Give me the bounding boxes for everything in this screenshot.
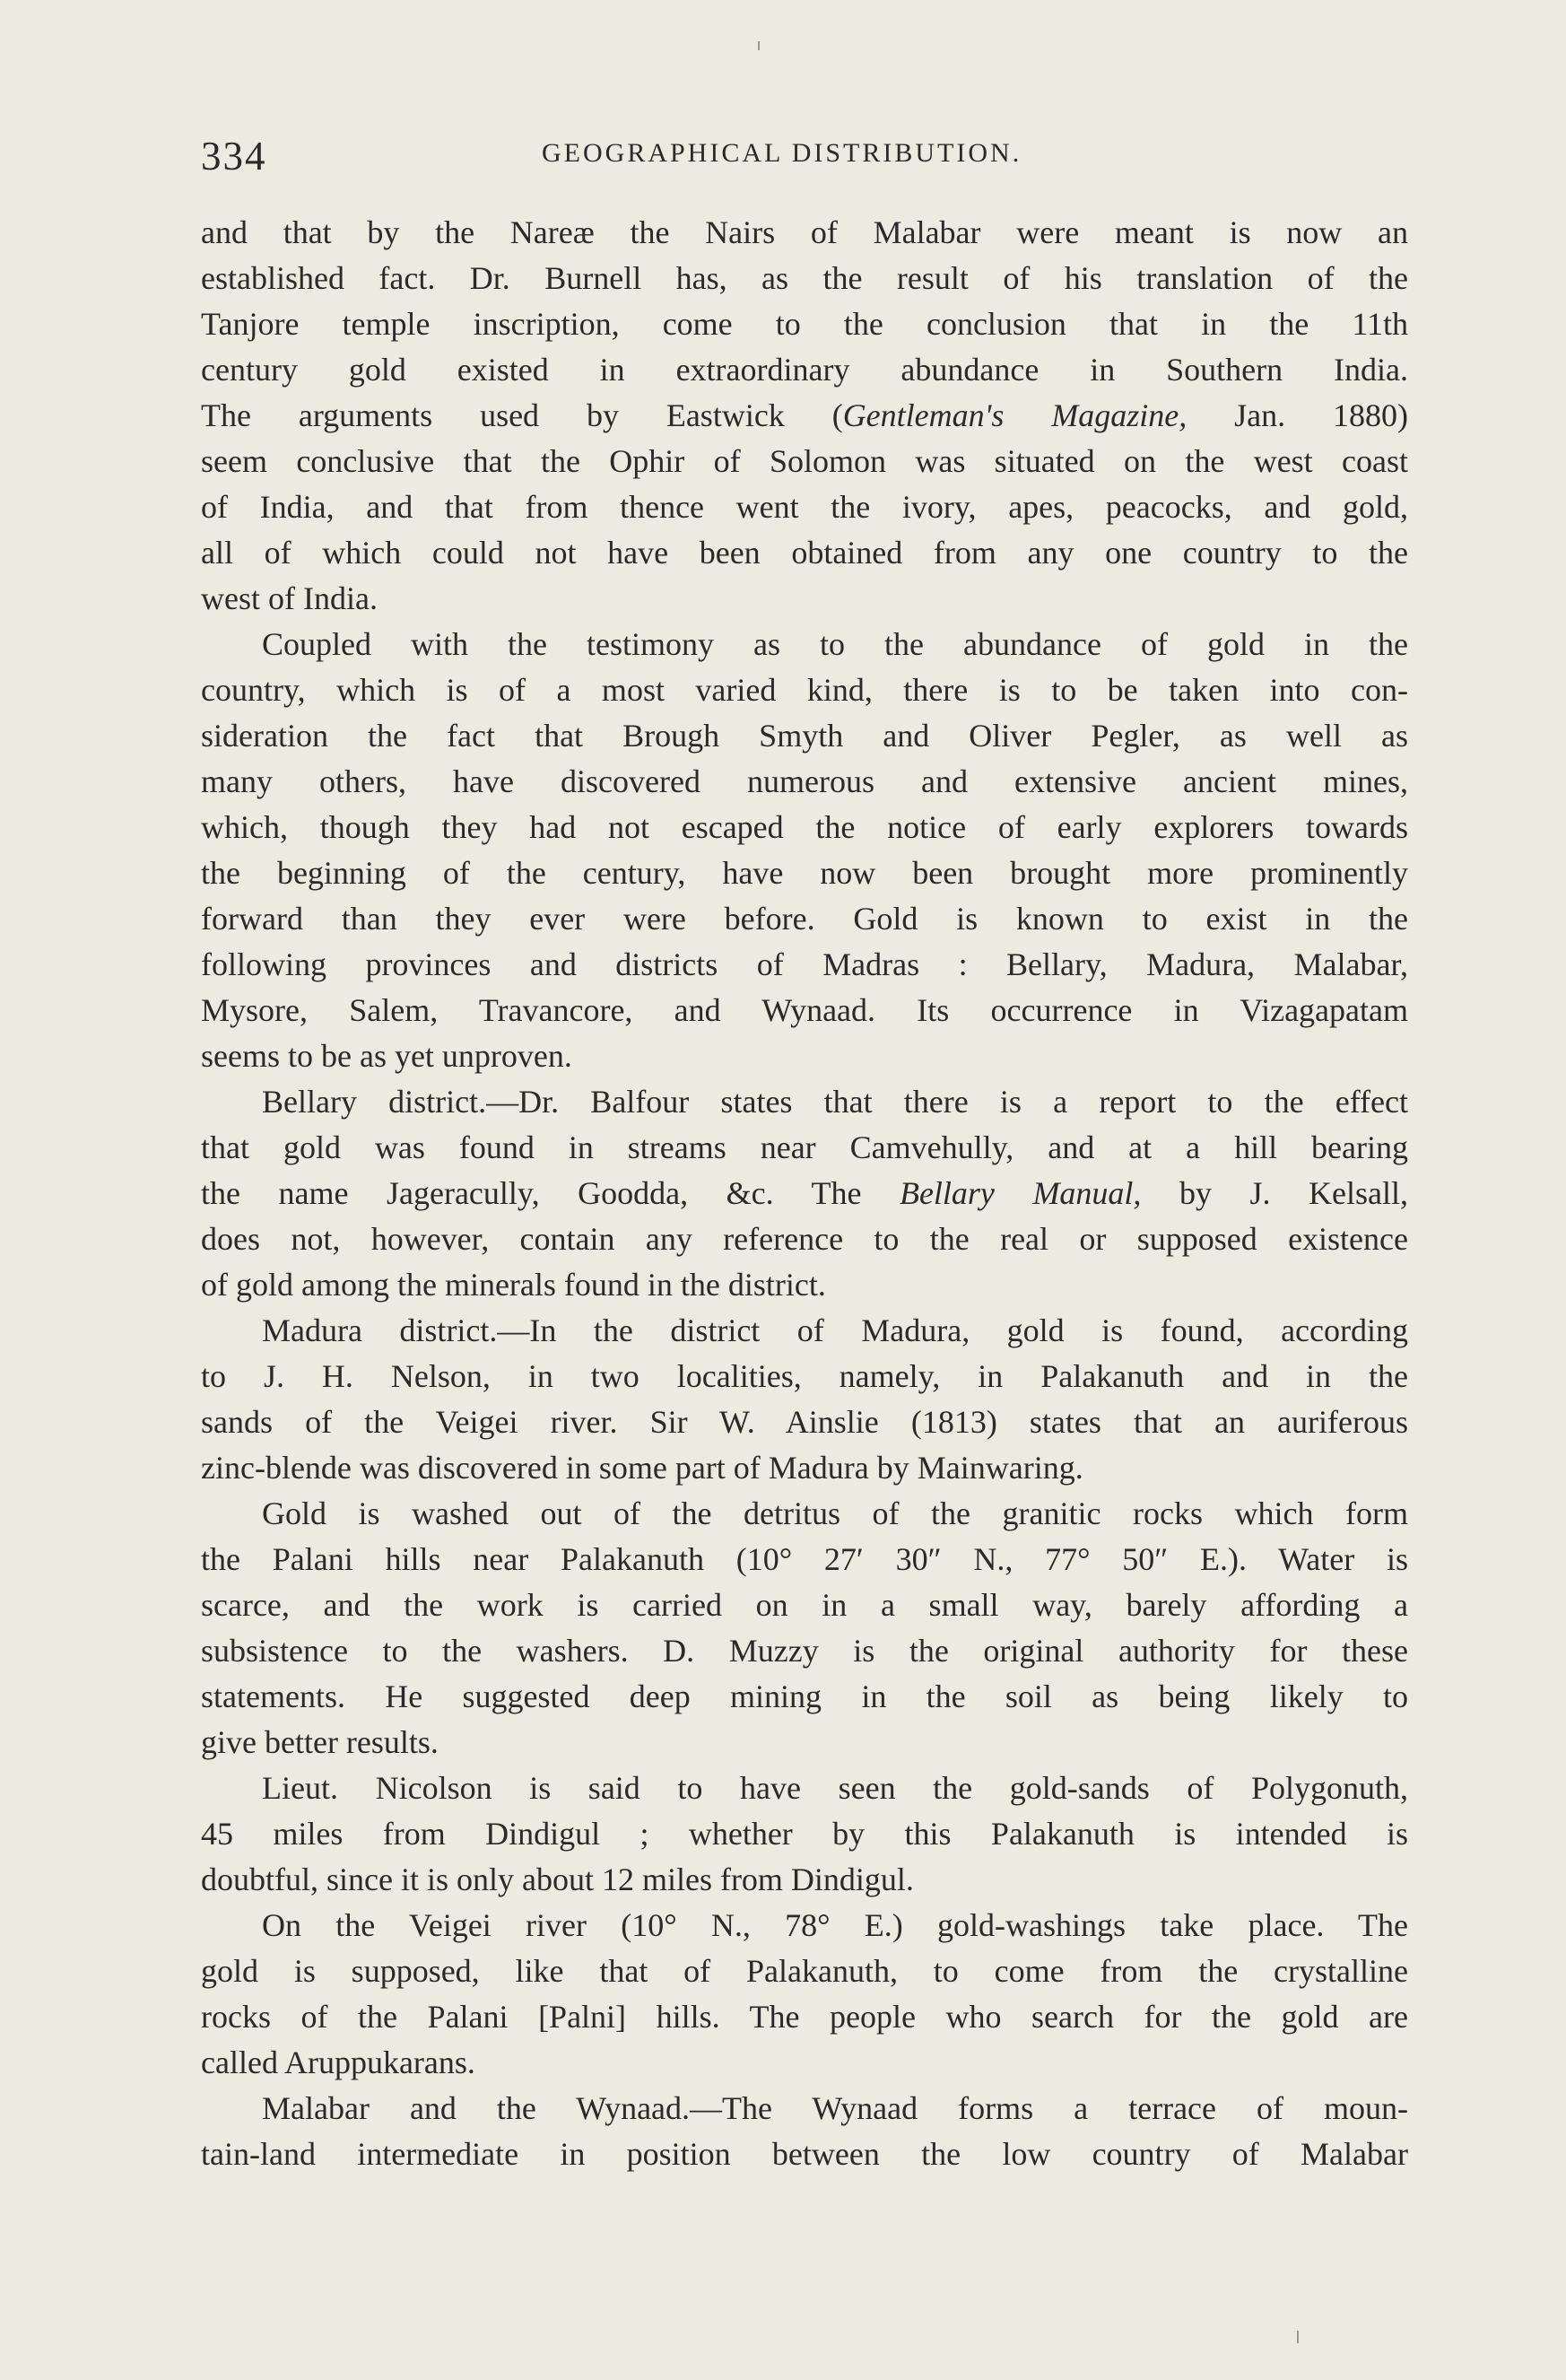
text-line: all of which could not have been obtained from any one country to the [201, 535, 1408, 571]
text-line: following provinces and districts of Madras : Bellary, Madura, Malabar, [201, 946, 1408, 982]
text-line: to J. H. Nelson, in two localities, namely, in Palakanuth and in the [201, 1358, 1408, 1394]
text-line: Malabar and the Wynaad.—The Wynaad forms a terrace of moun- [262, 2090, 1408, 2126]
text-line: 45 miles from Dindigul ; whether by this Palakanuth is intended is [201, 1816, 1408, 1852]
italic-title: Gentleman's Magazine, [842, 397, 1188, 433]
text-line: rocks of the Palani [Palni] hills. The people who search for the gold are [201, 1999, 1408, 2035]
text-segment: the name Jageracully, Goodda, &c. The [201, 1175, 900, 1211]
text-line: gold is supposed, like that of Palakanuth, to come from the crystalline [201, 1953, 1408, 1989]
text-line: the beginning of the century, have now been brought more prominently [201, 855, 1408, 891]
text-segment: Jan. 1880) [1187, 397, 1408, 433]
text-line: sideration the fact that Brough Smyth and Oliver Pegler, as well as [201, 718, 1408, 754]
text-line: many others, have discovered numerous and extensive ancient mines, [201, 763, 1408, 799]
text-line: scarce, and the work is carried on in a small way, barely affording a [201, 1587, 1408, 1623]
scan-speck [758, 41, 760, 50]
text-line: forward than they ever were before. Gold is known to exist in the [201, 901, 1408, 937]
text-line: and that by the Nareæ the Nairs of Malabar were meant is now an [201, 214, 1408, 250]
running-head [201, 133, 1408, 187]
text-segment: by J. Kelsall, [1141, 1175, 1408, 1211]
text-line: country, which is of a most varied kind, there is to be taken into con- [201, 672, 1408, 708]
text-line: which, though they had not escaped the notice of early explorers towards [201, 809, 1408, 845]
text-line: Bellary district.—Dr. Balfour states that there is a report to the effect [262, 1084, 1408, 1120]
text-line: west of India. [201, 580, 378, 616]
text-line: Mysore, Salem, Travancore, and Wynaad. Its occurrence in Vizagapatam [201, 992, 1408, 1028]
page-number: 334 [201, 134, 267, 179]
text-line [201, 1171, 1408, 1216]
text-line: subsistence to the washers. D. Muzzy is the original authority for these [201, 1633, 1408, 1669]
running-title: GEOGRAPHICAL DISTRIBUTION. [542, 138, 1022, 168]
text-line: Gold is washed out of the detritus of the granitic rocks which form [262, 1495, 1408, 1531]
text-line: give better results. [201, 1724, 439, 1760]
text-line: that gold was found in streams near Camvehully, and at a hill bearing [201, 1129, 1408, 1165]
text-line: Tanjore temple inscription, come to the conclusion that in the 11th [201, 306, 1408, 342]
text-line: Lieut. Nicolson is said to have seen the gold-sands of Polygonuth, [262, 1770, 1408, 1806]
text-line: called Aruppukarans. [201, 2044, 475, 2080]
text-line: established fact. Dr. Burnell has, as the result of his translation of the [201, 260, 1408, 296]
text-line: does not, however, contain any reference to the real or supposed existence [201, 1221, 1408, 1257]
text-line: doubtful, since it is only about 12 miles from Dindigul. [201, 1861, 914, 1897]
text-line: seems to be as yet unproven. [201, 1038, 572, 1074]
text-line: On the Veigei river (10° N., 78° E.) gold-washings take place. The [262, 1907, 1408, 1943]
text-line: Madura district.—In the district of Madura, gold is found, according [262, 1312, 1408, 1348]
text-line: tain-land intermediate in position between the low country of Malabar [201, 2136, 1408, 2172]
text-line: zinc-blende was discovered in some part of Madura by Mainwaring. [201, 1450, 1083, 1486]
body-text [201, 210, 1408, 2177]
text-line: of India, and that from thence went the ivory, apes, peacocks, and gold, [201, 489, 1408, 525]
text-line [201, 393, 1408, 439]
italic-title: Bellary Manual, [899, 1175, 1142, 1211]
text-line: Coupled with the testimony as to the abundance of gold in the [262, 626, 1408, 662]
text-line: statements. He suggested deep mining in the soil as being likely to [201, 1678, 1408, 1714]
text-line: sands of the Veigei river. Sir W. Ainslie (1813) states that an auriferous [201, 1404, 1408, 1440]
text-line: of gold among the minerals found in the district. [201, 1267, 826, 1303]
text-line: century gold existed in extraordinary abundance in Southern India. [201, 352, 1408, 388]
scan-speck [1297, 2331, 1299, 2343]
text-segment: The arguments used by Eastwick ( [201, 397, 843, 433]
text-line: seem conclusive that the Ophir of Solomon was situated on the west coast [201, 443, 1408, 479]
text-line: the Palani hills near Palakanuth (10° 27′ 30″ N., 77° 50″ E.). Water is [201, 1541, 1408, 1577]
